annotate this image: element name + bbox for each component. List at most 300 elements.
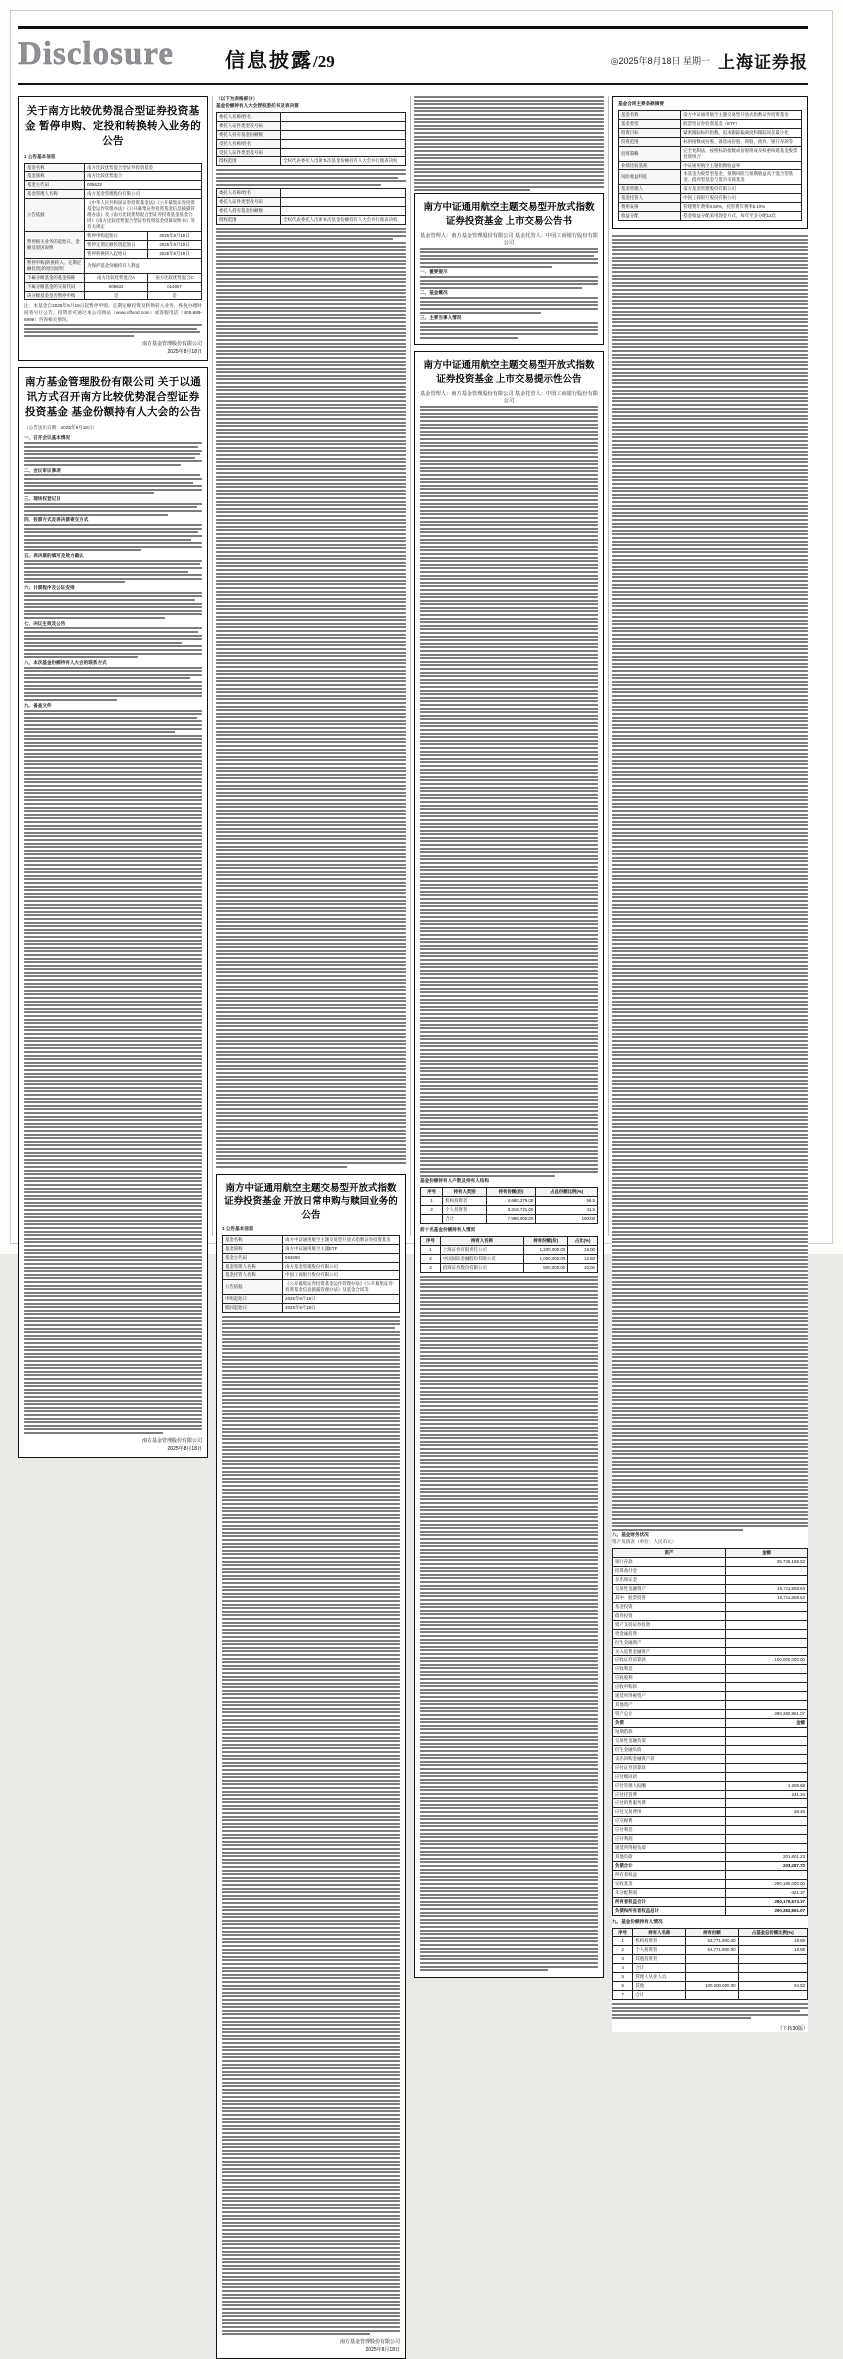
row-value: 标的指数成份股、备选成份股、新股、债券、银行存款等: [681, 137, 802, 146]
cell: 应付管理人报酬: [613, 1781, 726, 1790]
cell: [725, 1674, 807, 1683]
notice-body-note: 注：本基金自2025年8月19日起暂停申购、定期定额投资及转换转入业务，恢复办理时间将另行公告。投资者可通过本公司网站（www.nffund.com）或客服电话（400-889-8899）咨询相关情况。: [24, 303, 202, 324]
cell: -421.37: [725, 1888, 807, 1897]
row-value: 管理费年费率0.50%，托管费年费率0.10%: [681, 203, 802, 212]
table-caption: 1 公告基本信息: [222, 1226, 400, 1233]
cell: 个人投资者: [443, 1206, 487, 1215]
notice-etf-listing-tips: [414, 193, 604, 345]
table-row: [421, 1263, 598, 1272]
cell: 资产支持证券投资: [613, 1620, 726, 1629]
form-caption: 基金份额持有人大会授权委托书及表决票: [216, 103, 406, 110]
table-row: [421, 1254, 598, 1263]
row-label: 暂停申购(转换转入、定期定额投资)的原因说明: [25, 258, 85, 273]
cell: 35,726,188.53: [725, 1558, 807, 1567]
table-row: [619, 212, 802, 221]
cell: 4: [613, 1964, 633, 1973]
row-label: 投资策略: [619, 146, 681, 161]
cell: 201,801.23: [725, 1853, 807, 1862]
cell: 1,206.68: [725, 1781, 807, 1790]
table-row: [613, 1781, 808, 1790]
cell: [686, 1964, 738, 1973]
row-label: 基金简称: [25, 172, 85, 181]
cell: 债券投资: [613, 1611, 726, 1620]
cell: 应收股利: [613, 1674, 726, 1683]
row-label: 基金管理人: [619, 185, 681, 194]
masthead: [18, 26, 808, 86]
row-label: 公告依据: [223, 1280, 283, 1295]
cell: [725, 1799, 807, 1808]
col-header: 持有份额(份): [486, 1188, 535, 1197]
column-rule-2: [410, 96, 411, 1236]
cell: [725, 1602, 807, 1611]
row-label: 委托人证件类型及号码: [217, 197, 281, 206]
cell: [738, 1964, 807, 1973]
cell: [725, 1683, 807, 1692]
row-label: 基金托管人: [619, 194, 681, 203]
row-value: 本基金为股票型基金，预期风险与预期收益高于混合型基金、债券型基金与货币市场基金: [681, 170, 802, 185]
table-row: [613, 1772, 808, 1781]
cell: 其中：股票投资: [613, 1593, 726, 1602]
cell: 买入返售金融资产: [613, 1647, 726, 1656]
cell: 其他资产: [613, 1701, 726, 1710]
cell: 负债: [613, 1719, 726, 1728]
row-label: 基金主代码: [223, 1253, 283, 1262]
section-heading: 八、基金财务状况: [612, 1532, 808, 1539]
table-caption: 前十名基金份额持有人情况: [420, 1227, 598, 1234]
masthead-date: ◎2025年8月18日 星期一: [611, 54, 710, 67]
row-value: 563060: [283, 1253, 400, 1262]
cell: 递延所得税负债: [613, 1844, 726, 1853]
cell: [738, 1973, 807, 1982]
fund-terms-table: [618, 110, 802, 221]
row-label: 公告依据: [25, 199, 85, 232]
row-label: 基金名称: [619, 110, 681, 119]
cell: 290,179,573.37: [725, 1897, 807, 1906]
sign-company: 南方基金管理股份有限公司: [222, 2338, 400, 2346]
row-value: 紧密跟踪标的指数，追求跟踪偏离度和跟踪误差最小化: [681, 128, 802, 137]
row-label: 委托人持有基金份额数: [217, 206, 281, 215]
masthead-logo: Disclosure: [18, 36, 174, 73]
masthead-paper-name: 上海证券报: [718, 48, 808, 73]
cell: 招商证券股份有限公司: [440, 1263, 523, 1272]
sign-date: 2025年8月18日: [24, 348, 202, 356]
table-row: [613, 1611, 808, 1620]
table-caption: 基金份额持有人户数及持有人结构: [420, 1178, 598, 1185]
table-row: [217, 148, 406, 157]
table-row: [613, 1638, 808, 1647]
table-header-row: [421, 1236, 598, 1245]
cell: 1: [421, 1245, 441, 1254]
cell: [725, 1754, 807, 1763]
row-value: 南方中证通用航空主题ETF: [283, 1244, 400, 1253]
row-value: 2025年8月19日: [147, 249, 201, 258]
table-row: [421, 1245, 598, 1254]
section-heading: 九、备查文件: [24, 703, 202, 710]
table-row: [613, 1701, 808, 1710]
table-row: [217, 130, 406, 139]
col-header: 占基金总份额比例(%): [738, 1928, 807, 1937]
cell: 7,999,000.00: [486, 1215, 535, 1224]
row-label: 基金托管人名称: [223, 1271, 283, 1280]
row-label: 委托人持有基金份额数: [217, 130, 281, 139]
section-heading: 三、主要当事人情况: [420, 315, 598, 322]
table-row: [613, 1973, 808, 1982]
continuation-note: （下转30版）: [612, 2025, 808, 2032]
proxy-form-top: [216, 96, 406, 1168]
table-row: [613, 1736, 808, 1745]
sign-date: 2025年8月18日: [24, 1445, 202, 1453]
notice-holders-meeting: [18, 367, 208, 1458]
column-1: [18, 96, 208, 1236]
cell: [725, 1701, 807, 1710]
row-value: 南方中证通用航空主题交易型开放式指数证券投资基金: [681, 110, 802, 119]
table-row: [421, 1215, 598, 1224]
table-header-row: [421, 1188, 598, 1197]
cell: 41.5: [536, 1206, 598, 1215]
table-row: [613, 1754, 808, 1763]
row-value: 南方基金管理股份有限公司: [681, 185, 802, 194]
cell: 2: [421, 1206, 443, 1215]
etf-info-table: [222, 1235, 400, 1313]
table-row: [223, 1280, 400, 1295]
cell: 1,000,000.00: [524, 1254, 568, 1263]
cell: 贵金属投资: [613, 1629, 726, 1638]
row-label: 受托人证件类型及号码: [217, 148, 281, 157]
article-columns: [18, 96, 808, 1236]
column-rule-3: [608, 96, 609, 1236]
cell: [725, 1665, 807, 1674]
table-row: [619, 170, 802, 185]
table-row: [223, 1235, 400, 1244]
cell: 38.45: [725, 1808, 807, 1817]
fund-terms-table-block: [612, 96, 808, 229]
table-row: [613, 1567, 808, 1576]
row-value: 南方基金管理股份有限公司: [283, 1262, 400, 1271]
table-row: [217, 139, 406, 148]
table-row: [217, 215, 406, 224]
cell: 其他: [633, 1982, 686, 1991]
row-value: 股票型证券投资基金（ETF）: [681, 119, 802, 128]
table-row: [217, 112, 406, 121]
cell: 5: [613, 1973, 633, 1982]
col-header: 持有人类别: [443, 1188, 487, 1197]
cell: [725, 1745, 807, 1754]
cell: [686, 1955, 738, 1964]
cell: 合计: [633, 1964, 686, 1973]
cell: 18.88: [738, 1937, 807, 1946]
row-value: 全权代表委托人出席本次基金份额持有人大会并行使表决权: [281, 215, 406, 224]
table-row: [613, 1897, 808, 1906]
table-row: [613, 1647, 808, 1656]
cell: 3,318,721.00: [486, 1206, 535, 1215]
row-value: [281, 112, 406, 121]
table-row: [613, 1853, 808, 1862]
row-label: 暂停相关业务的起始日、金额及原因说明: [25, 231, 85, 258]
section-heading: 七、决议生效及公告: [24, 621, 202, 628]
row-value-blank: [281, 188, 406, 197]
cell: [738, 1955, 807, 1964]
table-row: [223, 1271, 400, 1280]
table-row: [613, 1906, 808, 1915]
col-header: 金额: [725, 1549, 807, 1558]
table-row: [421, 1206, 598, 1215]
row-subject: 暂停申购起始日: [85, 231, 148, 240]
table-row: [619, 119, 802, 128]
cell: [725, 1647, 807, 1656]
cell: 203,287.70: [725, 1862, 807, 1871]
cell: 800,000.00: [524, 1263, 568, 1272]
row-label: 基金管理人名称: [25, 190, 85, 199]
column-3: [414, 96, 604, 1236]
column-2: [216, 96, 406, 1236]
cell: 负债和所有者权益总计: [613, 1906, 726, 1915]
row-value-2: 是: [147, 291, 201, 300]
table-row: [217, 197, 406, 206]
section-heading: 一、重要提示: [420, 269, 598, 276]
cell: 3: [421, 1263, 441, 1272]
table-caption: 1 公告基本信息: [24, 154, 202, 161]
row-value: 为保护基金份额持有人利益: [85, 258, 202, 273]
row-value: 南方比较优势混合A: [85, 273, 148, 282]
table-row: [619, 128, 802, 137]
cell: 卖出回购金融资产款: [613, 1754, 726, 1763]
cell: 58.5: [536, 1197, 598, 1206]
cell: 金额: [725, 1719, 807, 1728]
col-header: 持有份额(份): [524, 1236, 568, 1245]
table-row: [25, 231, 202, 240]
row-value-blank: [281, 206, 406, 215]
masthead-section-label: 信息披露: [225, 50, 313, 72]
cell: 290,382,861.07: [725, 1906, 807, 1915]
table-row: [613, 1576, 808, 1585]
row-value: 《公开募集证券投资基金运作管理办法》《公开募集证券投资基金信息披露管理办法》及基金合同等: [283, 1280, 400, 1295]
cell: 54,771,800.00: [686, 1937, 738, 1946]
cell: [725, 1727, 807, 1736]
table-row: [619, 146, 802, 161]
cell: 7: [613, 1991, 633, 2000]
row-label: 受托人名称/姓名: [217, 139, 281, 148]
col-header: 持有人名称: [633, 1928, 686, 1937]
cell: 合计: [443, 1215, 487, 1224]
row-label: 该分级基金是否暂停申购: [25, 291, 85, 300]
cell: 管理人从业人员: [633, 1973, 686, 1982]
table-row: [613, 1862, 808, 1871]
row-value: 中国工商银行股份有限公司: [283, 1271, 400, 1280]
row-value: 基金收益分配采用现金方式，每年至多分配12次: [681, 212, 802, 221]
section-heading: 五、表决票的填写及效力确认: [24, 553, 202, 560]
cell: 个人投资者: [633, 1946, 686, 1955]
table-row: [613, 1763, 808, 1772]
row-value: [281, 130, 406, 139]
cell: 存出保证金: [613, 1576, 726, 1585]
row-value: 中证通用航空主题指数收益率: [681, 161, 802, 170]
row-label: 申购起始日: [223, 1295, 283, 1304]
holder-structure-table: [420, 1187, 598, 1224]
notice-subtitle: 基金管理人：南方基金管理股份有限公司 基金托管人：中国工商银行股份有限公司: [420, 390, 598, 404]
table-row: [613, 1710, 808, 1719]
balance-sheet-table: [612, 1548, 808, 1915]
cell: [725, 1611, 807, 1620]
fund-info-table: [24, 163, 202, 301]
section-heading: 一、召开会议基本情况: [24, 435, 202, 442]
cell: 18.88: [738, 1946, 807, 1955]
table-row: [421, 1197, 598, 1206]
row-value: 《中华人民共和国证券投资基金法》《公开募集证券投资基金运作管理办法》《公开募集证券投资基金信息披露管理办法》及《南方比较优势混合型证券投资基金基金合同》《南方比较优势混合型证券投资基金招募说明书》等有关规定: [85, 199, 202, 232]
table-caption: 基金合同主要条款摘要: [618, 101, 802, 108]
table-header-row: [613, 1549, 808, 1558]
table-row: [613, 1602, 808, 1611]
row-label: 风险收益特征: [619, 170, 681, 185]
table-row: [223, 1304, 400, 1313]
row-label: 基金主代码: [25, 181, 85, 190]
row-label: 基金简称: [223, 1244, 283, 1253]
row-value: 2025年8月19日: [283, 1295, 400, 1304]
table-row: [619, 137, 802, 146]
proxy-table: [216, 112, 406, 167]
table-row: [223, 1295, 400, 1304]
row-value: [281, 139, 406, 148]
cell: 实收基金: [613, 1879, 726, 1888]
table-row: [25, 282, 202, 291]
table-row: [25, 291, 202, 300]
table-header-row: [613, 1928, 808, 1937]
proxy-table-2: [216, 188, 406, 225]
cell: [421, 1215, 443, 1224]
notice-title: 南方基金管理股份有限公司 关于以通讯方式召开南方比较优势混合型证券投资基金 基金份额持有人大会的公告: [24, 375, 202, 421]
row-label: 费用安排: [619, 203, 681, 212]
column-rule-1: [212, 96, 213, 1236]
row-label: 业绩比较基准: [619, 161, 681, 170]
cell: [725, 1638, 807, 1647]
row-label: 赎回起始日: [223, 1304, 283, 1313]
cell: 机构投资者: [443, 1197, 487, 1206]
row-value: 全权代表委托人出席本次基金份额持有人大会并行使表决权: [281, 157, 406, 166]
table-row: [613, 1844, 808, 1853]
table-row: [613, 1692, 808, 1701]
cell: 应付销售服务费: [613, 1799, 726, 1808]
notice-lead: （公告送出日期：2025年8月18日）: [24, 425, 202, 432]
cell: 6: [613, 1982, 633, 1991]
table-row: [25, 199, 202, 232]
table-row: [613, 1799, 808, 1808]
cell: 16,711,808.64: [725, 1593, 807, 1602]
cell: 衍生金融资产: [613, 1638, 726, 1647]
table-row: [619, 194, 802, 203]
cell: 所有者权益: [613, 1870, 726, 1879]
notice-nanfang-suspend: [18, 96, 208, 361]
notice-title: 南方中证通用航空主题交易型开放式指数证券投资基金 开放日常申购与赎回业务的公告: [222, 1182, 400, 1223]
table-row: [613, 1656, 808, 1665]
cell: [725, 1736, 807, 1745]
section-heading: 八、本次基金份额持有人大会的联系方式: [24, 660, 202, 667]
table-subcaption: 资产负债表（单位：人民币元）: [612, 1539, 808, 1546]
table-row: [223, 1244, 400, 1253]
col-header: 持有份额: [686, 1928, 738, 1937]
row-subject: 暂停转换转入起始日: [85, 249, 148, 258]
section-heading: 三、现场权登记日: [24, 496, 202, 503]
masthead-rule-bottom: [18, 83, 808, 85]
table-row: [613, 1808, 808, 1817]
table-row: [613, 1870, 808, 1879]
table-row: [613, 1964, 808, 1973]
notice-title: 南方中证通用航空主题交易型开放式指数证券投资基金 上市交易公告书: [420, 201, 598, 229]
cell: 应付证券清算款: [613, 1763, 726, 1772]
table-row: [613, 1629, 808, 1638]
cell: 其他负债: [613, 1853, 726, 1862]
holders-table: [612, 1928, 808, 2001]
row-label: 委托人证件类型及号码: [217, 121, 281, 130]
row-label: 下属分级基金的交易代码: [25, 282, 85, 291]
table-row: [619, 203, 802, 212]
table-row: [25, 172, 202, 181]
section-heading: 四、投票方式及表决票寄交方式: [24, 517, 202, 524]
row-label: 授权范围: [217, 215, 281, 224]
table-row: [25, 273, 202, 282]
cell: 未分配利润: [613, 1888, 726, 1897]
row-label: 授权范围: [217, 157, 281, 166]
row-value: 2025年8月19日: [147, 231, 201, 240]
row-value: 005632: [85, 282, 148, 291]
cell: [686, 1973, 738, 1982]
cell: 交易性金融资产: [613, 1584, 726, 1593]
row-label: 下属分级基金的基金简称: [25, 273, 85, 282]
financial-statements: [612, 235, 808, 2032]
col-header: 序号: [421, 1236, 441, 1245]
cell: 1: [613, 1937, 633, 1946]
masthead-section: [225, 44, 335, 73]
table-row: [613, 1955, 808, 1964]
cell: 合计: [633, 1991, 686, 2000]
cell: 100,200,000.00: [686, 1982, 738, 1991]
row-label: 投资目标: [619, 128, 681, 137]
cell: 54,771,800.00: [686, 1946, 738, 1955]
section-heading: 二、会议审议事项: [24, 468, 202, 475]
cell: 银行存款: [613, 1558, 726, 1567]
cell: 34.53: [738, 1982, 807, 1991]
cell: 负债合计: [613, 1862, 726, 1871]
table-row: [613, 1879, 808, 1888]
sign-date: 2025年8月18日: [222, 2346, 400, 2354]
cell: 10.00: [568, 1263, 598, 1272]
cell: 15.00: [568, 1245, 598, 1254]
table-row: [619, 110, 802, 119]
table-row: [223, 1262, 400, 1271]
top-holders-table: [420, 1236, 598, 1273]
notice-subtitle: 基金管理人：南方基金管理股份有限公司 基金托管人：中国工商银行股份有限公司: [420, 232, 598, 246]
col-header: 占比(%): [568, 1236, 598, 1245]
cell: [725, 1772, 807, 1781]
col-header: 序号: [421, 1188, 443, 1197]
notice-title: 南方中证通用航空主题交易型开放式指数证券投资基金 上市交易提示性公告: [420, 359, 598, 387]
cell: 3: [613, 1955, 633, 1964]
cell: 基金投资: [613, 1602, 726, 1611]
cell: 2: [613, 1946, 633, 1955]
row-value: 2025年8月19日: [283, 1304, 400, 1313]
cell: 应付利润: [613, 1835, 726, 1844]
row-value-2: 014907: [147, 282, 201, 291]
row-value: 南方比较优势混合: [85, 172, 202, 181]
cell: 1,200,000.00: [524, 1245, 568, 1254]
cell: 所有者权益合计: [613, 1897, 726, 1906]
cell: 16,711,808.64: [725, 1584, 807, 1593]
row-label: 收益分配: [619, 212, 681, 221]
table-row: [613, 1593, 808, 1602]
cell: [725, 1629, 807, 1638]
table-row: [613, 1665, 808, 1674]
cell: 应交税费: [613, 1817, 726, 1826]
table-row: [613, 1826, 808, 1835]
cell: 12.50: [568, 1254, 598, 1263]
